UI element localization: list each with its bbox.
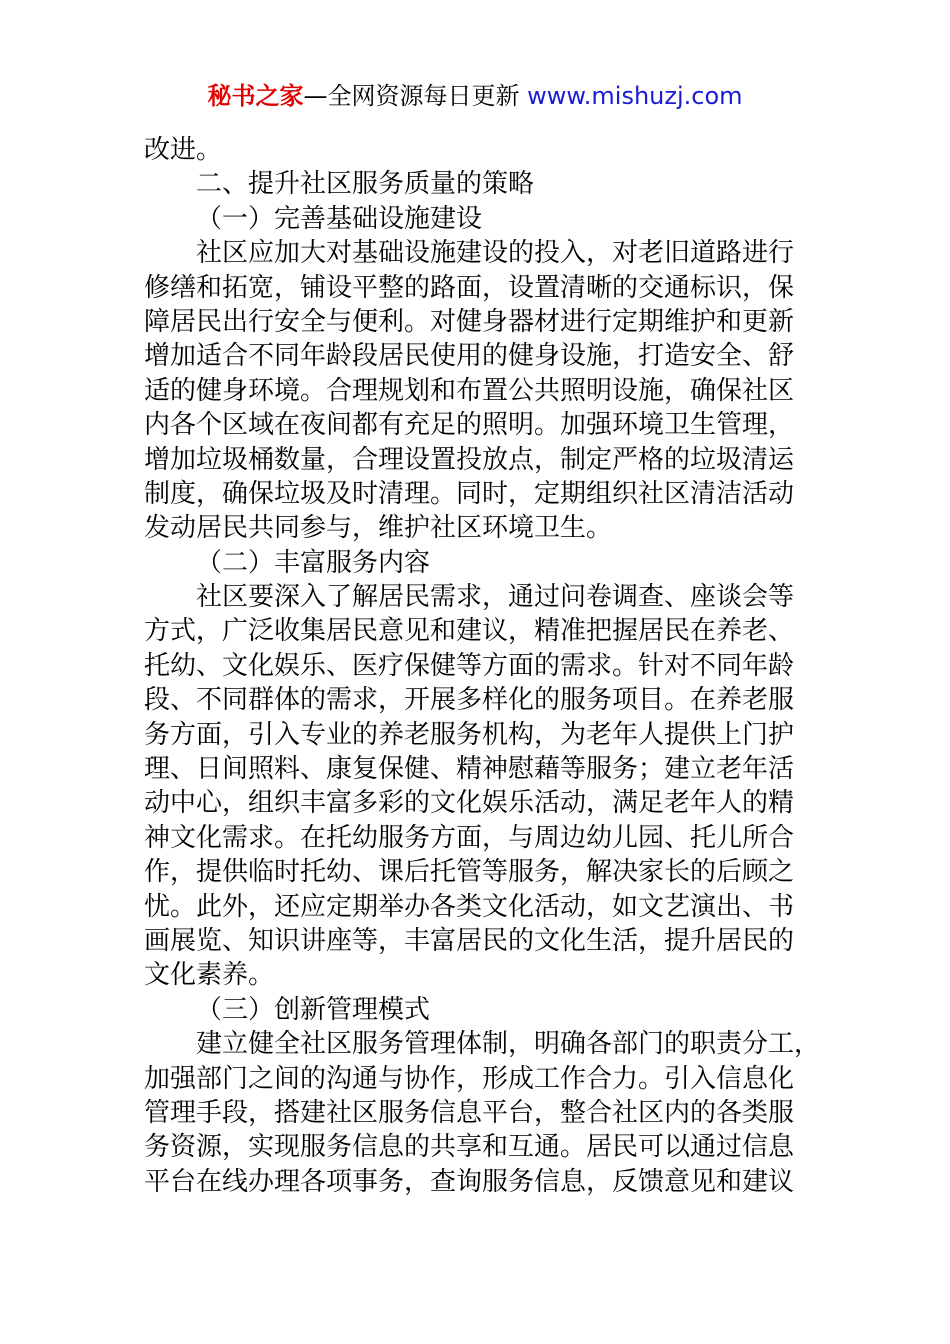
text-line: 建立健全社区服务管理体制，明确各部门的职责分工， (196, 1029, 821, 1060)
text-line: 发动居民共同参与，维护社区环境卫生。 (144, 513, 613, 544)
site-slogan: —全网资源每日更新 (303, 82, 520, 110)
site-header (0, 80, 950, 112)
site-brand: 秘书之家 (207, 82, 304, 110)
text-line: 忧。此外，还应定期举办各类文化活动，如文艺演出、书 (144, 891, 795, 922)
text-line: 二、提升社区服务质量的策略 (196, 169, 535, 200)
text-line: 修缮和拓宽，铺设平整的路面，设置清晰的交通标识，保 (144, 272, 795, 303)
text-line: 画展览、知识讲座等，丰富居民的文化生活，提升居民的 (144, 925, 795, 956)
text-line: 适的健身环境。合理规划和布置公共照明设施，确保社区 (144, 375, 795, 406)
text-line: 增加适合不同年龄段居民使用的健身设施，打造安全、舒 (144, 341, 795, 372)
text-line: 内各个区域在夜间都有充足的照明。加强环境卫生管理， (144, 410, 795, 441)
text-line: （三）创新管理模式 (196, 994, 431, 1025)
text-line: （二）丰富服务内容 (196, 547, 431, 578)
text-line: 制度，确保垃圾及时清理。同时，定期组织社区清洁活动 (144, 478, 795, 509)
text-line: 托幼、文化娱乐、医疗保健等方面的需求。针对不同年龄 (144, 650, 795, 681)
text-line: 管理手段，搭建社区服务信息平台，整合社区内的各类服 (144, 1097, 795, 1128)
site-url-link[interactable]: www.mishuzj.com (527, 82, 743, 110)
text-line: 务方面，引入专业的养老服务机构，为老年人提供上门护 (144, 719, 795, 750)
text-line: 理、日间照料、康复保健、精神慰藉等服务；建立老年活 (144, 754, 795, 785)
text-line: 作，提供临时托幼、课后托管等服务，解决家长的后顾之 (144, 857, 795, 888)
text-line: 务资源，实现服务信息的共享和互通。居民可以通过信息 (144, 1132, 795, 1163)
text-line: 加强部门之间的沟通与协作，形成工作合力。引入信息化 (144, 1063, 795, 1094)
text-line: 方式，广泛收集居民意见和建议，精准把握居民在养老、 (144, 616, 795, 647)
text-line: 障居民出行安全与便利。对健身器材进行定期维护和更新 (144, 306, 795, 337)
text-line: 神文化需求。在托幼服务方面，与周边幼儿园、托儿所合 (144, 822, 795, 853)
text-line: 文化素养。 (144, 960, 275, 991)
text-line: 社区要深入了解居民需求，通过问卷调查、座谈会等 (196, 582, 795, 613)
text-line: 段、不同群体的需求，开展多样化的服务项目。在养老服 (144, 685, 795, 716)
text-line: 改进。 (144, 135, 223, 165)
text-line: 动中心，组织丰富多彩的文化娱乐活动，满足老年人的精 (144, 788, 795, 819)
document-body (144, 133, 821, 1199)
text-line: 社区应加大对基础设施建设的投入，对老旧道路进行 (196, 238, 795, 269)
text-line: （一）完善基础设施建设 (196, 203, 483, 234)
text-line: 平台在线办理各项事务，查询服务信息，反馈意见和建议 (144, 1166, 795, 1197)
text-line: 增加垃圾桶数量，合理设置投放点，制定严格的垃圾清运 (144, 444, 795, 475)
